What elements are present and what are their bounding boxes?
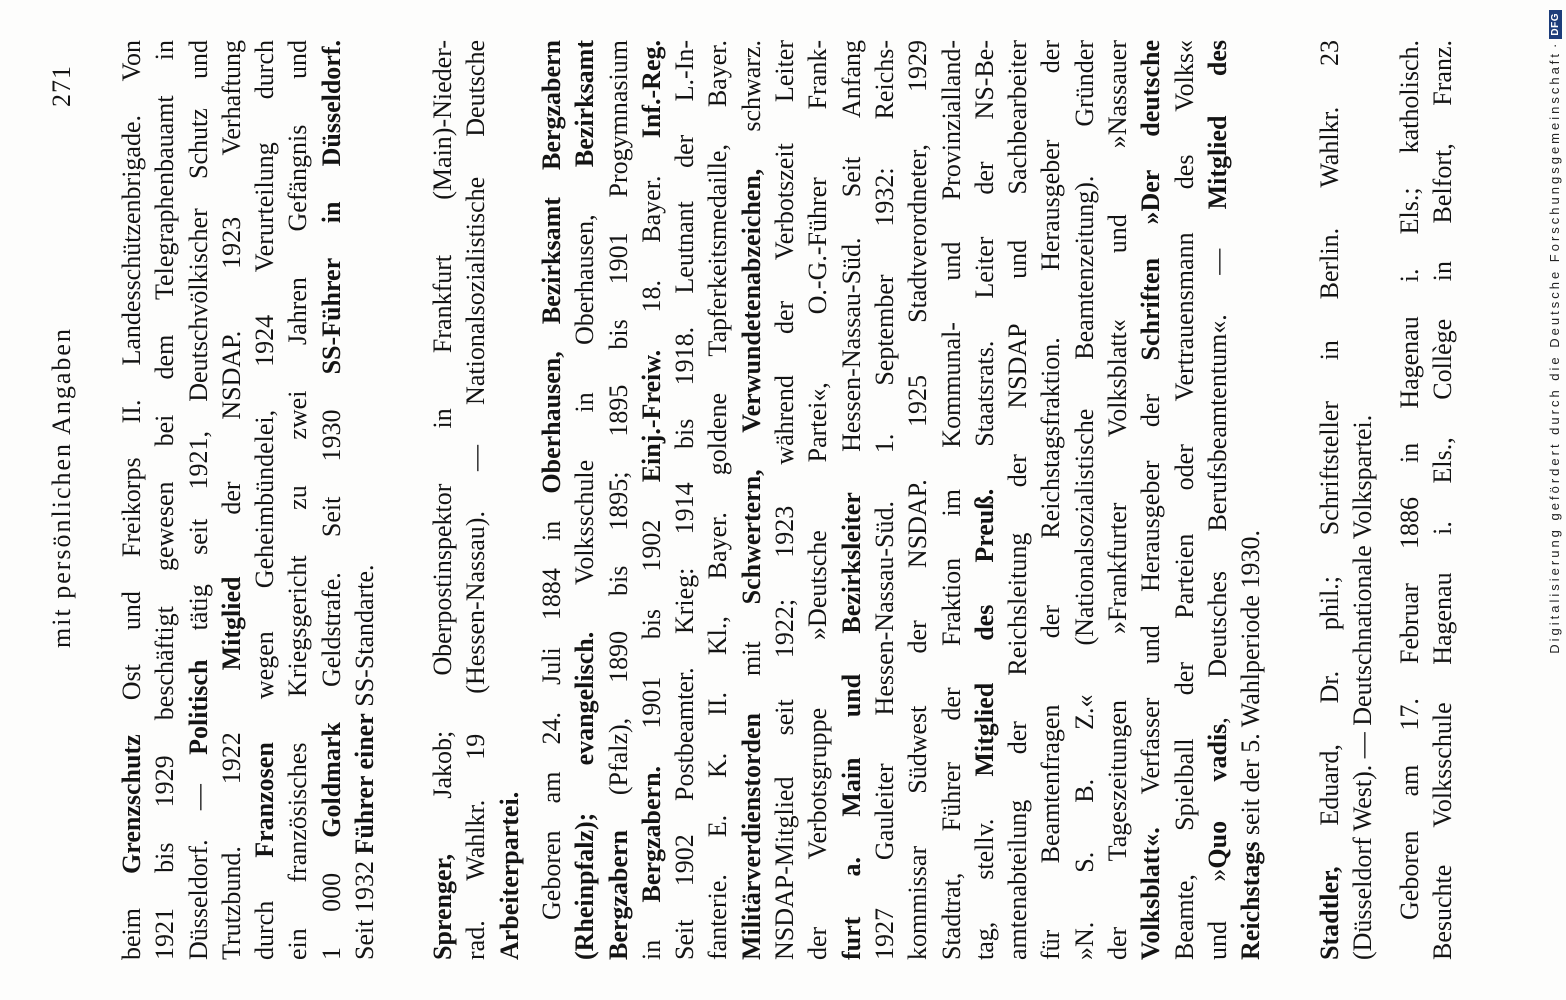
text-line	[602, 40, 635, 960]
text-run: Beamte, Spielball der Parteien oder Vertrauensmann des Volks«	[1169, 40, 1199, 960]
text-line	[768, 40, 801, 960]
text-line	[801, 40, 834, 960]
text-run: der NSDAP. 1923 Verhaftung	[216, 40, 246, 577]
text-run: (Pfalz), 1890 bis 1895; 1895 bis 1901 Progymnasium	[603, 40, 633, 831]
bold-text-run: Sprenger,	[428, 853, 457, 960]
page-number: 271	[47, 65, 76, 107]
text-run: , Deutsches Berufsbeamtentum«. —	[1202, 209, 1232, 724]
text-line	[935, 40, 968, 960]
text-line	[1101, 40, 1134, 960]
text-run: »N. S. B. Z.« (Nationalsozialistische Beamtenzeitung). Gründer	[1069, 40, 1099, 960]
bold-text-run: Politisch	[183, 659, 213, 755]
text-run: Seit 1902 Postbeamter. Krieg: 1914 bis 1918. Leutnant der L.-In-	[670, 40, 700, 960]
text-run: 1901 bis 1902	[636, 482, 666, 766]
text-line	[901, 40, 934, 960]
text-run: schwarz.	[736, 40, 766, 169]
text-line	[215, 40, 248, 960]
text-line	[493, 40, 526, 960]
text-run: der Verbotsgruppe »Deutsche Partei«, O.-G.-Führer Frank-	[803, 40, 833, 960]
text-line	[1168, 40, 1201, 960]
member-biography	[1393, 40, 1460, 960]
bold-text-run: Goldmark	[316, 722, 346, 838]
text-line	[1134, 40, 1167, 960]
text-line	[568, 40, 601, 960]
bold-text-run: Bergzabern	[603, 830, 633, 960]
running-title: mit persönlichen Angaben	[47, 327, 76, 648]
text-line	[1393, 40, 1426, 960]
text-run: Seit 1932	[350, 854, 380, 960]
text-run: tätig seit 1921, Deutschvölkischer Schutz und	[183, 40, 213, 660]
text-run: Staatsrats. Leiter der NS-Be-	[969, 40, 999, 489]
text-line	[459, 40, 492, 960]
bold-text-run: Inf.-Reg.	[636, 40, 666, 139]
text-line	[835, 40, 868, 960]
text-line	[281, 40, 314, 960]
bold-text-run: Oberhausen, Bezirksamt Bergzabern	[537, 39, 566, 494]
text-run: Ost und Freikorps II. Landesschützenbrigade. Von	[117, 40, 146, 735]
text-line	[701, 40, 734, 960]
text-line	[668, 40, 701, 960]
separator-dot: ·	[1547, 43, 1562, 48]
text-run: (Düsseldorf West). — Deutschnationale Volkspartei.	[1348, 414, 1378, 960]
previous-entry-continuation	[115, 40, 381, 960]
member-biography	[535, 40, 1268, 960]
text-run: der Tageszeitungen »Frankfurter Volksblatt« und »Nassauer	[1103, 40, 1133, 960]
bold-text-run: furt a. Main und Bezirksleiter	[836, 492, 866, 960]
text-run: Düsseldorf. —	[183, 754, 213, 960]
text-run: für Beamtenfragen der Reichstagsfraktion. Herausgeber der	[1036, 40, 1066, 960]
text-line	[1346, 40, 1379, 960]
bold-text-run: Arbeiterpartei.	[494, 791, 524, 960]
text-run: durch	[250, 857, 280, 960]
text-line	[148, 40, 181, 960]
text-run: amtenabteilung der Reichsleitung der NSDAP und Sachbearbeiter	[1003, 40, 1033, 960]
text-line	[1313, 40, 1346, 960]
text-line	[535, 40, 568, 960]
text-run: wegen Geheimbündelei, 1924 Verurteilung durch	[250, 40, 280, 743]
text-run: rad. Wahlkr. 19 (Hessen-Nassau). — Nationalsozialistische Deutsche	[461, 40, 491, 960]
text-run: beim	[117, 873, 146, 960]
bold-text-run: Bergzabern.	[636, 765, 666, 903]
text-line	[735, 40, 768, 960]
text-run: Stadtrat, Führer der Fraktion im Kommunal- und Provinzialland-	[936, 40, 966, 960]
text-run: Trutzbund. 1922	[216, 670, 246, 960]
bold-text-run: Schwertern, Verwundetenabzeichen,	[736, 168, 766, 605]
text-line	[1001, 40, 1034, 960]
text-run: 1921 bis 1929 beschäftigt gewesen bei dem Telegraphenbauamt in	[150, 40, 180, 960]
text-line	[868, 40, 901, 960]
text-run: Verfasser und Herausgeber der	[1136, 360, 1166, 828]
text-run: SS-Standarte.	[350, 564, 380, 714]
bold-text-run: Reichstags	[1236, 841, 1266, 960]
text-line	[182, 40, 215, 960]
bold-text-run: Volksblatt«.	[1136, 827, 1166, 960]
text-line	[315, 40, 348, 960]
text-line	[426, 40, 459, 960]
text-line	[1201, 40, 1234, 960]
bold-text-run: Franzosen	[250, 742, 280, 858]
text-run: Jakob; Oberpostinspektor in Frankfurt (Main)-Nieder-	[428, 40, 457, 854]
member-entry-heading	[1313, 40, 1380, 960]
member-entry-heading	[426, 40, 526, 960]
bold-text-run: SS-Führer in Düsseldorf.	[316, 40, 346, 375]
bold-text-run: (Rheinpfalz); evangelisch.	[570, 631, 600, 960]
text-line	[635, 40, 668, 960]
text-run: seit der 5. Wahlperiode 1930.	[1236, 530, 1266, 842]
text-run: Besuchte Volksschule Hagenau i. Els., Collège in Belfort, Franz.	[1428, 40, 1458, 960]
text-line	[115, 40, 148, 960]
text-run: NSDAP-Mitglied seit 1922; 1923 während der Verbotszeit Leiter	[770, 40, 800, 960]
text-run: Geboren am 17. Februar 1886 in Hagenau i. Els.; katholisch.	[1395, 40, 1424, 920]
text-run: Eduard, Dr. phil.; Schriftsteller in Berlin. Wahlkr. 23	[1315, 40, 1344, 867]
text-run: Volksschule in Oberhausen,	[570, 167, 600, 632]
text-run: Hessen-Nassau-Süd. Seit Anfang	[836, 40, 866, 493]
text-run: mit	[736, 604, 766, 714]
bold-text-run: Einj.-Freiw.	[636, 349, 666, 483]
text-run: tag, stellv.	[969, 776, 999, 960]
text-run: kommissar Südwest der NSDAP. 1925 Stadtverordneter, 1929	[903, 40, 933, 960]
text-run: 18. Bayer.	[636, 138, 666, 350]
text-line	[1426, 40, 1459, 960]
text-run: ein französisches Kriegsgericht zu zwei Jahren Gefängnis und	[283, 40, 313, 960]
bold-text-run: Quo vadis	[1202, 723, 1232, 869]
text-line	[1234, 40, 1267, 960]
text-run: Geldstrafe. Seit 1930	[316, 374, 346, 723]
text-line	[1034, 40, 1067, 960]
text-run: und »	[1202, 868, 1232, 960]
digitization-credit	[1547, 10, 1563, 654]
bold-text-run: Stadtler,	[1315, 866, 1344, 960]
text-run: 1927 Gauleiter Hessen-Nassau-Süd. 1. September 1932: Reichs-	[869, 40, 899, 960]
text-run: Geboren am 24. Juli 1884 in	[537, 493, 566, 920]
text-run: fanterie. E. K. II. Kl., Bayer. goldene Tapferkeitsmedaille, Bayer.	[703, 40, 733, 960]
bold-text-run: Mitglied	[216, 576, 246, 671]
text-line	[1068, 40, 1101, 960]
text-run: 1 000	[316, 837, 346, 960]
bold-text-run: Mitglied des	[1202, 40, 1232, 210]
text-line	[348, 40, 381, 960]
page-header	[45, 0, 79, 1000]
credit-text: Digitalisierung gefördert durch die Deutsche Forschungsgemeinschaft	[1547, 50, 1562, 654]
text-line	[248, 40, 281, 960]
text-run: in	[636, 902, 666, 960]
bold-text-run: Führer einer	[350, 713, 380, 855]
text-line	[968, 40, 1001, 960]
bold-text-run: Mitglied des Preuß.	[969, 488, 999, 777]
bold-text-run: Grenzschutz	[117, 734, 146, 874]
bold-text-run: Schriften »Der deutsche	[1136, 39, 1166, 361]
bold-text-run: Bezirksamt	[570, 40, 600, 168]
dfg-logo: DFG	[1549, 10, 1562, 39]
bold-text-run: Militärverdienstorden	[736, 713, 766, 960]
